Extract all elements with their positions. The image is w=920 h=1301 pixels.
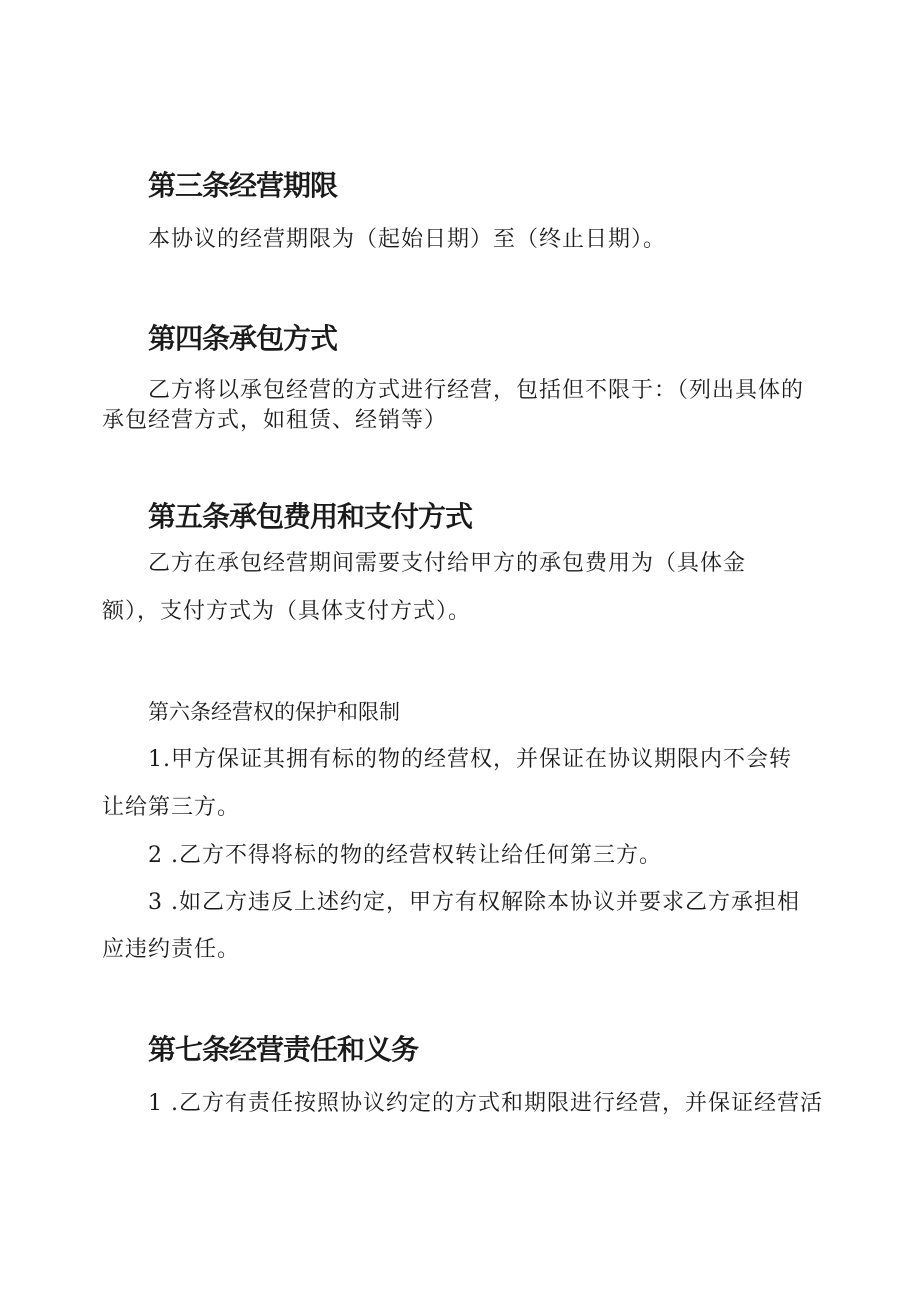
section-5-line-1: 乙方在承包经营期间需要支付给甲方的承包费用为（具体金 [148, 551, 747, 576]
section-title-6: 第六条经营权的保护和限制 [148, 700, 400, 724]
section-4-line-2: 承包经营方式，如租赁、经销等） [102, 408, 448, 433]
section-6-line-4: 3 .如乙方违反上述约定，甲方有权解除本协议并要求乙方承担相 [148, 890, 800, 915]
section-6-line-2: 让给第三方。 [102, 795, 241, 820]
section-title-7: 第七条经营责任和义务 [148, 1033, 419, 1066]
section-4-line-1: 乙方将以承包经营的方式进行经营，包括但不限于：（列出具体的 [148, 378, 805, 403]
section-title-4: 第四条承包方式 [148, 322, 338, 355]
section-3-line-1: 本协议的经营期限为（起始日期）至（终止日期）。 [148, 227, 667, 252]
section-title-3: 第三条经营期限 [148, 169, 338, 202]
section-7-line-1: 1 .乙方有责任按照协议约定的方式和期限进行经营，并保证经营活 [148, 1091, 823, 1116]
section-6-line-5: 应违约责任。 [102, 937, 241, 962]
section-5-line-2: 额），支付方式为（具体支付方式）。 [102, 599, 472, 624]
section-6-line-1: 1.甲方保证其拥有标的物的经营权，并保证在协议期限内不会转 [148, 747, 792, 772]
section-title-5: 第五条承包费用和支付方式 [148, 500, 473, 533]
section-6-line-3: 2 .乙方不得将标的物的经营权转让给任何第三方。 [148, 843, 662, 868]
